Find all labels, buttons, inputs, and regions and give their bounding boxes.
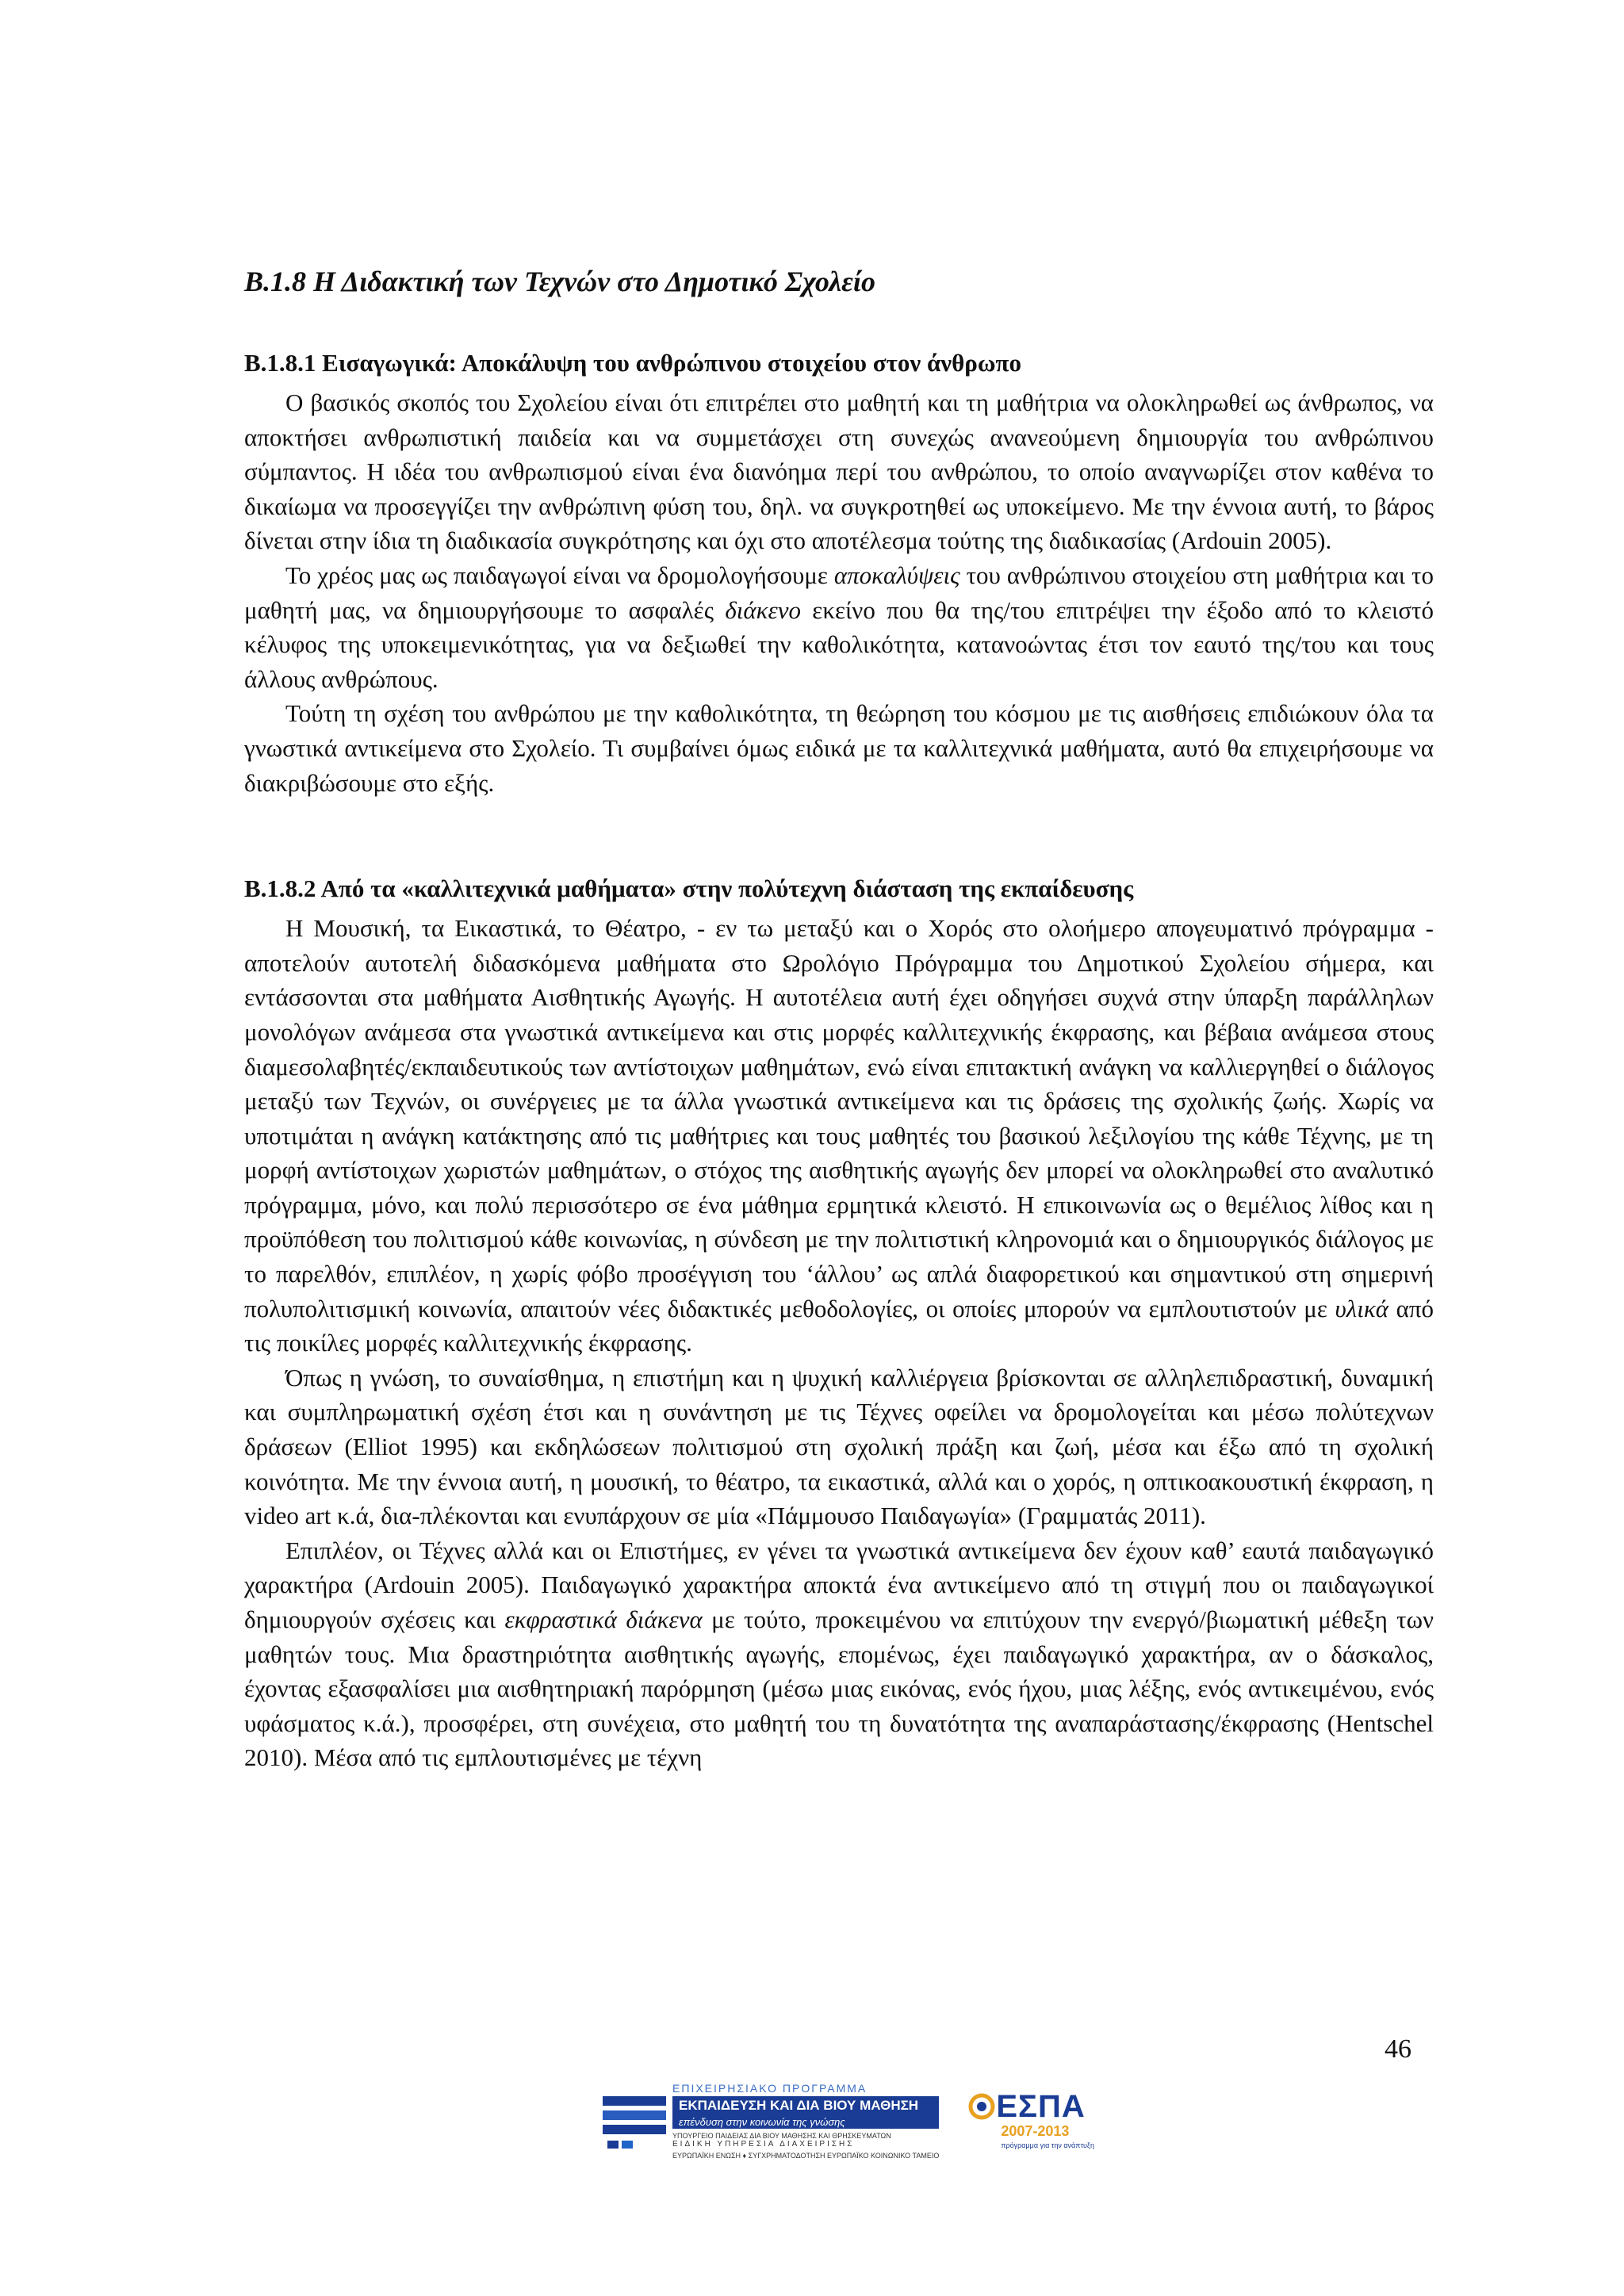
espa-years: 2007-2013 xyxy=(1001,2123,1070,2139)
emphasis: διάκενο xyxy=(725,595,801,624)
paragraph: Το χρέος μας ως παιδαγωγοί είναι να δρομολογήσουμε αποκαλύψεις του ανθρώπινου στοιχείου στη μαθήτρια και το μαθητή μας, να δημιουργήσουμε το ασφαλές διάκενο εκείνο που θα της/του επιτρέψει την έξοδο από το κλειστό κέλυφος της υποκειμενικότητας, για να δεξιωθεί την καθολικότητα, κατανοώντας έτσι τον εαυτό της/του και τους άλλους ανθρώπους. xyxy=(244,561,1434,693)
program-name: ΕΚΠΑΙΔΕΥΣΗ ΚΑΙ ΔΙΑ ΒΙΟΥ ΜΑΘΗΣΗ xyxy=(672,2096,939,2115)
document-body xyxy=(244,262,1434,1775)
paragraph: Η Μουσική, τα Εικαστικά, το Θέατρο, - εν τω μεταξύ και ο Χορός στο ολοήμερο απογευματινό πρόγραμμα - αποτελούν αυτοτελή διδασκόμενα μαθήματα στο Ωρολόγιο Πρόγραμμα του Δημοτικού Σχολείου σήμερα, και εντάσσονται στα μαθήματα Αισθητικής Αγωγής. Η αυτοτέλεια αυτή έχει οδηγήσει συχνά στην ύπαρξη παράλληλων μονολόγων ανάμεσα στα γνωστικά αντικείμενα και στις μορφές καλλιτεχνικής έκφρασης, και βέβαια ανάμεσα στους διαμεσολαβητές/εκπαιδευτικούς των αντίστοιχων μαθημάτων, ενώ είναι επιτακτική ανάγκη να καλλιεργηθεί ο διάλογος μεταξύ των Τεχνών, οι συνέργειες με τα άλλα γνωστικά αντικείμενα και τις δράσεις της σχολικής ζωής. Χωρίς να υποτιμάται η ανάγκη κατάκτησης από τις μαθήτριες και τους μαθητές του βασικού λεξιλογίου της κάθε Τέχνης, με τη μορφή αντίστοιχων χωριστών μαθημάτων, ο στόχος της αισθητικής αγωγής δεν μπορεί να ολοκληρωθεί στο αναλυτικό πρόγραμμα, μόνο, και πολύ περισσότερο σε ένα μάθημα ερμητικά κλειστό. Η επικοινωνία ως ο θεμέλιος λίθος και η προϋπόθεση του πολιτισμού κάθε κοινωνίας, η σύνδεση με την πολιτιστική κληρονομιά και ο δημιουργικός διάλογος με το παρελθόν, επιπλέον, η χωρίς φόβο προσέγγιση του ‘άλλου’ ως απλά διαφορετικού και σημαντικού στη σημερινή πολυπολιτισμική κοινωνία, απαιτούν νέες διδακτικές μεθοδολογίες, οι οποίες μπορούν να εμπλουτιστούν με υλικά από τις ποικίλες μορφές καλλιτεχνικής έκφρασης. xyxy=(244,914,1434,1357)
program-line: ΕΠΙΧΕΙΡΗΣΙΑΚΟ ΠΡΟΓΡΑΜΜΑ xyxy=(672,2082,868,2095)
section-title: Β.1.8 Η Διδακτική των Τεχνών στο Δημοτικό Σχολείο xyxy=(244,266,875,297)
espa-swirl-icon xyxy=(967,2092,996,2121)
subsection-1-title: Β.1.8.1 Εισαγωγικά: Αποκάλυψη του ανθρώπινου στοιχείου στον άνθρωπο xyxy=(244,349,1022,377)
operational-program-logo xyxy=(603,2082,939,2160)
espa-logo xyxy=(967,2082,1094,2149)
espa-subtitle: πρόγραμμα για την ανάπτυξη xyxy=(1001,2141,1094,2149)
program-slogan: επένδυση στην κοινωνία της γνώσης xyxy=(672,2115,939,2129)
page-number: 46 xyxy=(1385,2034,1411,2064)
paragraph: Όπως η γνώση, το συναίσθημα, η επιστήμη και η ψυχική καλλιέργεια βρίσκονται σε αλληλεπιδραστική, δυναμική και συμπληρωματική σχέση έτσι και η συνάντηση με τις Τέχνες οφείλει να δρομολογείται και μέσω πολύτεχνων δράσεων (Elliot 1995) και εκδηλώσεων πολιτισμού στη σχολική πράξη και ζωή, μέσα και έξω από τη σχολική κοινότητα. Με την έννοια αυτή, η μουσική, το θέατρο, τα εικαστικά, αλλά και ο χορός, η οπτικοακουστική έκφραση, η video art κ.ά, δια-πλέκονται και ενυπάρχουν σε μία «Πάμμουσο Παιδαγωγία» (Γραμματάς 2011). xyxy=(244,1363,1434,1530)
agency-line: ΕΙΔΙΚΗ ΥΠΗΡΕΣΙΑ ΔΙΑΧΕΙΡΙΣΗΣ xyxy=(672,2140,855,2149)
eu-line: ΕΥΡΩΠΑΪΚΗ ΕΝΩΣΗ ♦ ΣΥΓΧΡΗΜΑΤΟΔΟΤΗΣΗ ΕΥΡΩΠΑΪΚΟ ΚΟΙΝΩΝΙΚΟ ΤΑΜΕΙΟ xyxy=(672,2152,940,2160)
paragraph: Τούτη τη σχέση του ανθρώπου με την καθολικότητα, τη θεώρηση του κόσμου με τις αισθήσεις επιδιώκουν όλα τα γνωστικά αντικείμενα στο Σχολείο. Τι συμβαίνει όμως ειδικά με τα καλλιτεχνικά μαθήματα, αυτό θα επιχειρήσουμε να διακριβώσουμε στο εξής. xyxy=(244,699,1434,797)
espa-wordmark: ΕΣΠΑ xyxy=(996,2089,1086,2124)
paragraph: Επιπλέον, οι Τέχνες αλλά και οι Επιστήμες, εν γένει τα γνωστικά αντικείμενα δεν έχουν καθ’ εαυτά παιδαγωγικό χαρακτήρα (Ardouin 2005). Παιδαγωγικό χαρακτήρα αποκτά ένα αντικείμενο από τη στιγμή που οι παιδαγωγικοί δημιουργούν σχέσεις και εκφραστικά διάκενα με τούτο, προκειμένου να επιτύχουν την ενεργό/βιωματική μέθεξη των μαθητών τους. Μια δραστηριότητα αισθητικής αγωγής, επομένως, έχει παιδαγωγικό χαρακτήρα, αν ο δάσκαλος, έχοντας εξασφαλίσει μια αισθητηριακή παρόρμηση (μέσω μιας εικόνας, ενός ήχου, μιας λέξης, ενός αντικειμένου, ενός υφάσματος κ.ά.), προσφέρει, στη συνέχεια, στο μαθητή του τη δυνατότητα της αναπαράστασης/έκφρασης (Hentschel 2010). Μέσα από τις εμπλουτισμένες με τέχνη xyxy=(244,1536,1434,1772)
swoosh-logo-icon xyxy=(603,2082,666,2153)
emphasis: υλικά xyxy=(1335,1294,1388,1322)
emphasis: εκφραστικά διάκενα xyxy=(504,1605,703,1633)
emphasis: αποκαλύψεις xyxy=(833,561,960,589)
footer-logos xyxy=(603,2082,1205,2209)
paragraph: Ο βασικός σκοπός του Σχολείου είναι ότι επιτρέπει στο μαθητή και τη μαθήτρια να ολοκληρωθεί ως άνθρωπος, να αποκτήσει ανθρωπιστική παιδεία και να συμμετάσχει στη συνεχώς ανανεούμενη δημιουργία του ανθρώπινου σύμπαντος. Η ιδέα του ανθρωπισμού είναι ένα διανόημα περί του ανθρώπου, το οποίο αναγνωρίζει στον καθένα το δικαίωμα να προσεγγίζει την ανθρώπινη φύση του, δηλ. να συγκροτηθεί ως υποκείμενο. Με την έννοια αυτή, το βάρος δίνεται στην ίδια τη διαδικασία συγκρότησης και όχι στο αποτέλεσμα τούτης της διαδικασίας (Ardouin 2005). xyxy=(244,388,1434,555)
subsection-2-title: Β.1.8.2 Από τα «καλλιτεχνικά μαθήματα» στην πολύτεχνη διάσταση της εκπαίδευσης xyxy=(244,874,1134,903)
operational-program-text xyxy=(672,2082,939,2160)
ministry-line: ΥΠΟΥΡΓΕΙΟ ΠΑΙΔΕΙΑΣ ΔΙΑ ΒΙΟΥ ΜΑΘΗΣΗΣ ΚΑΙ ΘΡΗΣΚΕΥΜΑΤΩΝ xyxy=(672,2132,891,2140)
